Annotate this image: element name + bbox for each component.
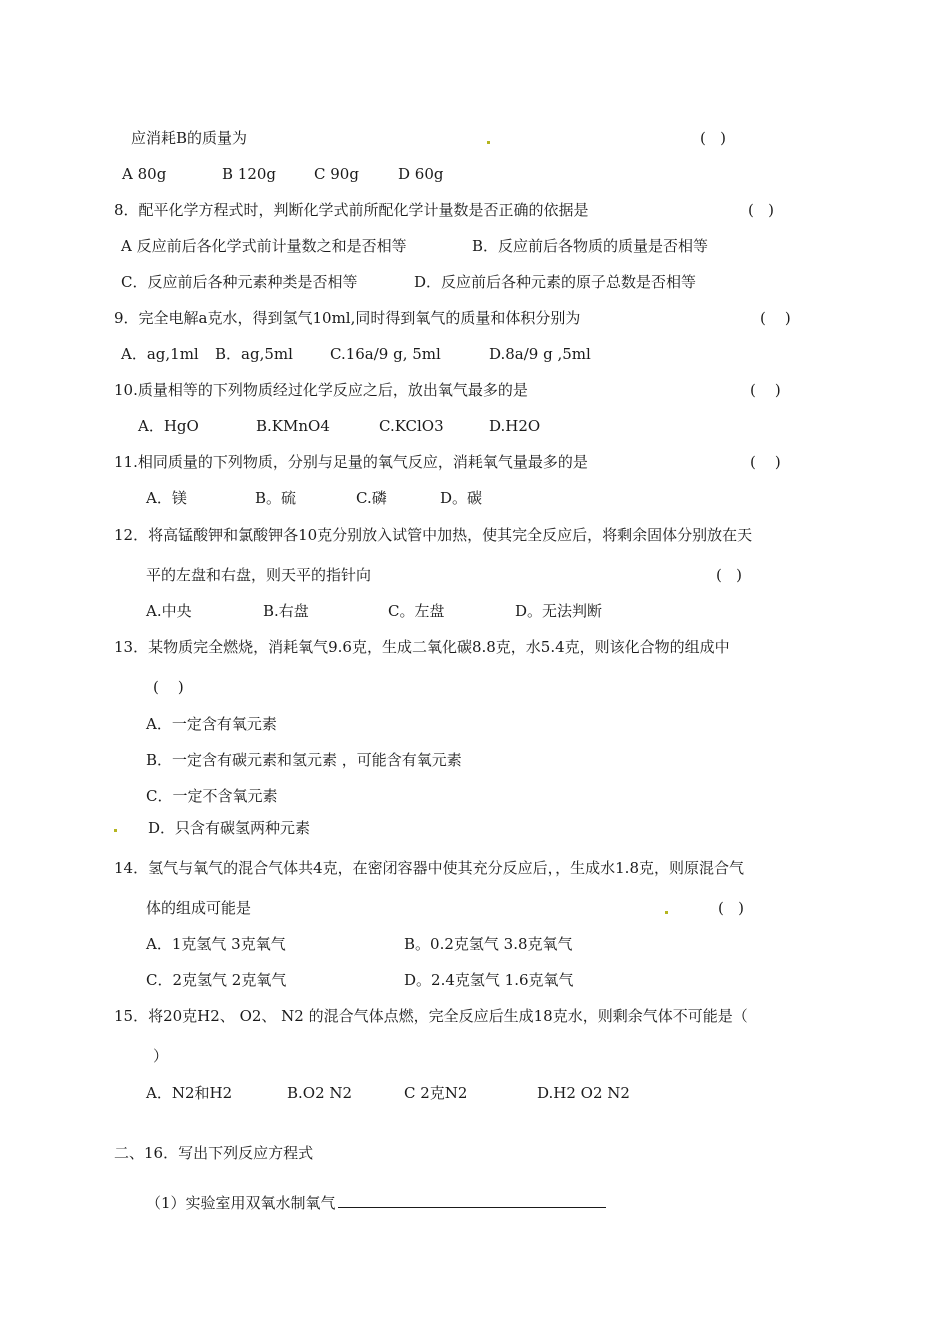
q10-option-a: A．HgO <box>138 417 199 435</box>
section2-item1-text: （1）实验室用双氧水制氧气 <box>146 1194 336 1212</box>
q7-option-c: C 90g <box>314 165 359 183</box>
q13-option-b: B．一定含有碳元素和氢元素 ，可能含有氧元素 <box>146 751 462 769</box>
q9-option-c: C.16a/9 g, 5ml <box>330 345 441 363</box>
q10-stem: 10.质量相等的下列物质经过化学反应之后，放出氧气最多的是 <box>114 381 528 399</box>
q15-option-d: D.H2 O2 N2 <box>537 1084 630 1102</box>
q9-option-a: A．ag,1ml <box>121 345 199 363</box>
artifact-dot <box>487 141 490 144</box>
q14-option-a: A．1克氢气 3克氧气 <box>146 935 286 953</box>
q8-option-d: D．反应前后各种元素的原子总数是否相等 <box>414 273 697 291</box>
q10-option-c: C.KClO3 <box>379 417 444 435</box>
q9-stem: 9．完全电解a克水，得到氢气10ml,同时得到氧气的质量和体积分别为 <box>114 309 581 327</box>
q7-option-d: D 60g <box>398 165 444 183</box>
q9-answer-paren: ( ) <box>760 309 791 327</box>
q13-option-a: A．一定含有氧元素 <box>146 715 277 733</box>
q10-option-d: D.H2O <box>489 417 541 435</box>
q14-stem: 14．氢气与氧气的混合气体共4克，在密闭容器中使其充分反应后，，生成水1.8克，则原混合气 <box>114 859 744 877</box>
q7-option-b: B 120g <box>222 165 277 183</box>
q13-option-d: D．只含有碳氢两种元素 <box>148 819 311 837</box>
q7-answer-paren: ( ) <box>700 129 727 147</box>
q12-answer-paren: ( ) <box>716 566 743 584</box>
q12-option-a: A.中央 <box>146 602 192 620</box>
section2-heading: 二、16．写出下列反应方程式 <box>114 1144 314 1162</box>
q8-option-c: C．反应前后各种元素种类是否相等 <box>121 273 358 291</box>
section2-item1 <box>146 1192 606 1213</box>
q10-option-b: B.KMnO4 <box>256 417 330 435</box>
q13-stem: 13．某物质完全燃烧，消耗氧气9.6克，生成二氧化碳8.8克，水5.4克，则该化合物的组成中 <box>114 638 730 656</box>
artifact-dot <box>665 911 668 914</box>
q7-option-a: A 80g <box>122 165 167 183</box>
q11-option-c: C.磷 <box>356 489 387 507</box>
q15-option-b: B.O2 N2 <box>287 1084 353 1102</box>
q15-stem-continued: ） <box>153 1047 169 1065</box>
q14-option-b: B。0.2克氢气 3.8克氧气 <box>404 935 573 953</box>
q12-stem: 12．将高锰酸钾和氯酸钾各10克分别放入试管中加热，使其完全反应后，将剩余固体分别放在天 <box>114 526 753 544</box>
q12-option-d: D。无法判断 <box>515 602 603 620</box>
q14-option-c: C．2克氢气 2克氧气 <box>146 971 287 989</box>
q8-option-a: A 反应前后各化学式前计量数之和是否相等 <box>121 237 407 255</box>
q13-option-c: C．一定不含氧元素 <box>146 787 278 805</box>
q8-option-b: B．反应前后各物质的质量是否相等 <box>472 237 709 255</box>
q11-option-a: A．镁 <box>146 489 187 507</box>
q15-stem: 15．将20克H2、 O2、 N2 的混合气体点燃，完全反应后生成18克水，则剩余气体不可能是（ <box>114 1007 748 1025</box>
q11-stem: 11.相同质量的下列物质，分别与足量的氧气反应，消耗氧气量最多的是 <box>114 453 588 471</box>
q12-option-b: B.右盘 <box>263 602 309 620</box>
q9-option-d: D.8a/9 g ,5ml <box>489 345 591 363</box>
q14-stem-continued: 体的组成可能是 <box>146 899 252 917</box>
q15-option-a: A．N2和H2 <box>146 1084 233 1102</box>
q14-option-d: D。2.4克氢气 1.6克氧气 <box>404 971 574 989</box>
artifact-dot <box>114 829 117 832</box>
q11-option-b: B。硫 <box>255 489 297 507</box>
q14-answer-paren: ( ) <box>718 899 745 917</box>
answer-blank-line <box>338 1192 606 1208</box>
q12-stem-continued: 平的左盘和右盘，则天平的指针向 <box>146 566 372 584</box>
q15-option-c: C 2克N2 <box>404 1084 468 1102</box>
q8-answer-paren: ( ) <box>748 201 775 219</box>
q7-stem-tail: 应消耗B的质量为 <box>131 129 248 147</box>
q8-stem: 8．配平化学方程式时，判断化学式前所配化学计量数是否正确的依据是 <box>114 201 589 219</box>
q13-answer-paren: ( ) <box>153 678 184 696</box>
q9-option-b: B．ag,5ml <box>215 345 293 363</box>
q12-option-c: C。左盘 <box>388 602 445 620</box>
q11-option-d: D。碳 <box>440 489 483 507</box>
q10-answer-paren: ( ) <box>750 381 781 399</box>
q11-answer-paren: ( ) <box>750 453 781 471</box>
